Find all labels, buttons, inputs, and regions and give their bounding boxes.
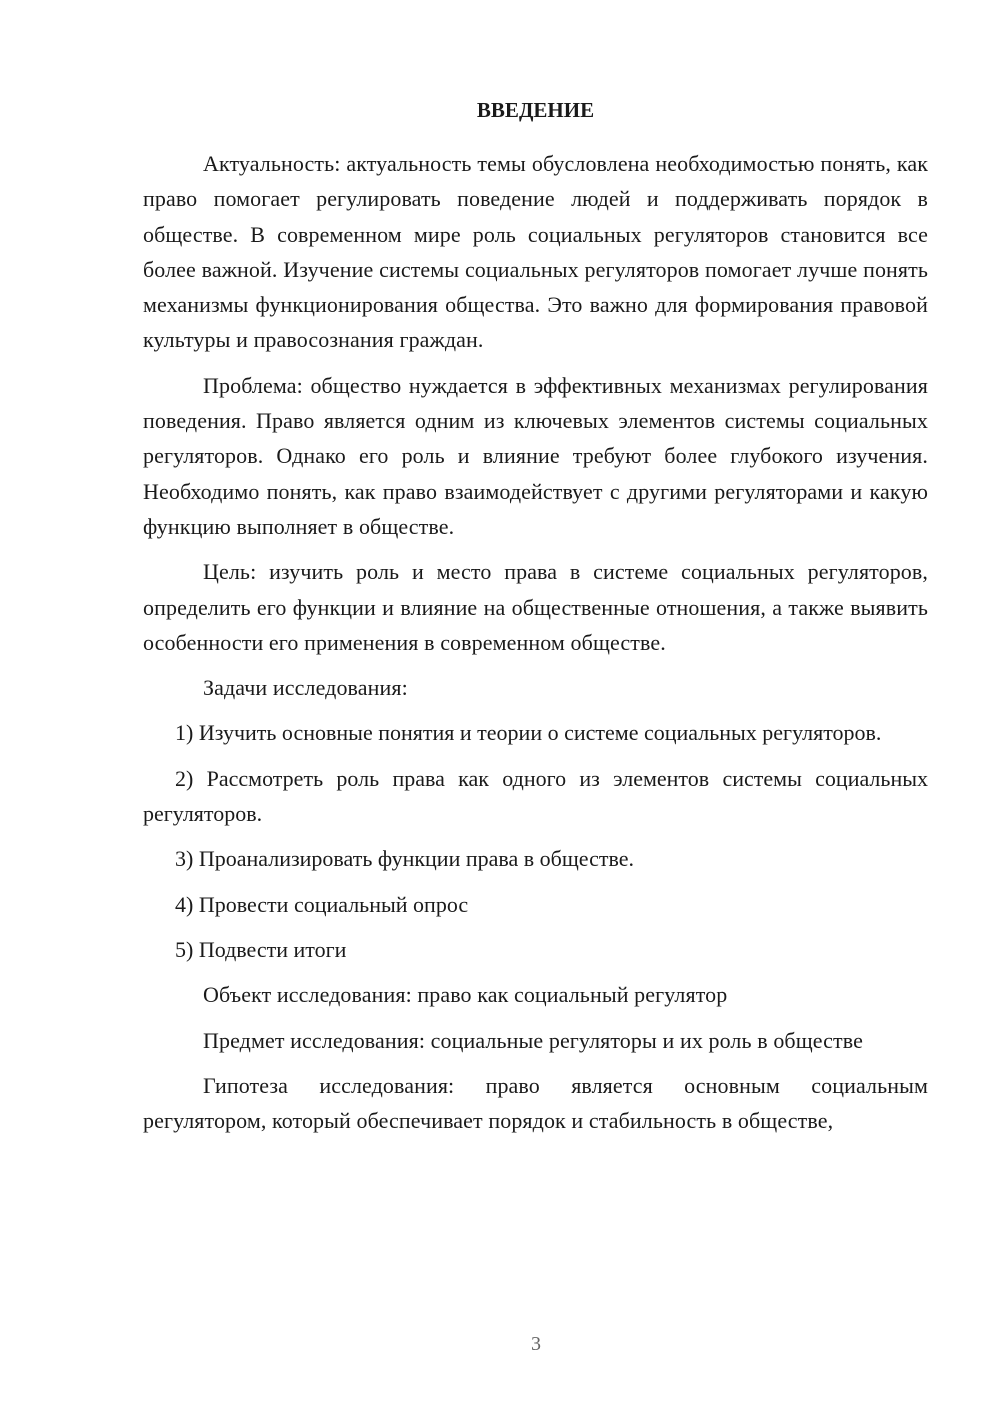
- relevance-paragraph: Актуальность: актуальность темы обусловлена необходимостью понять, как право помогает регулировать поведение людей и поддерживать порядок в обществе. В современном мире роль социальных регуляторов становится все более важной. Изучение системы социальных регуляторов помогает лучше понять механизмы функционирования общества. Это важно для формирования правовой культуры и правосознания граждан.: [143, 151, 928, 353]
- section-title: ВВЕДЕНИЕ: [476, 98, 595, 122]
- object-paragraph: Объект исследования: право как социальный регулятор: [203, 982, 728, 1008]
- problem-paragraph: Проблема: общество нуждается в эффективных механизмах регулирования поведения. Право является одним из ключевых элементов системы социальных регуляторов. Однако его роль и влияние требуют более глубокого изучения. Необходимо понять, как право взаимодействует с другими регуляторами и какую функцию выполняет в обществе.: [143, 372, 928, 539]
- task-item-1: 1) Изучить основные понятия и теории о системе социальных регуляторов.: [175, 720, 882, 746]
- subject-paragraph: Предмет исследования: социальные регуляторы и их роль в обществе: [203, 1027, 863, 1053]
- task-item-4: 4) Провести социальный опрос: [175, 891, 469, 917]
- task-item-5: 5) Подвести итоги: [175, 936, 347, 962]
- goal-paragraph: Цель: изучить роль и место права в системе социальных регуляторов, определить его функции и влияние на общественные отношения, а также выявить особенности его применения в современном обществе.: [143, 559, 928, 655]
- hypothesis-paragraph: Гипотеза исследования: право является основным социальным регулятором, который обеспечивает порядок и стабильность в обществе,: [143, 1072, 928, 1134]
- page-content: [143, 93, 928, 1148]
- page-number: 3: [531, 1333, 541, 1355]
- task-item-2: 2) Рассмотреть роль права как одного из элементов системы социальных регуляторов.: [143, 765, 928, 827]
- tasks-heading: Задачи исследования:: [203, 675, 408, 701]
- task-item-3: 3) Проанализировать функции права в обществе.: [175, 846, 634, 872]
